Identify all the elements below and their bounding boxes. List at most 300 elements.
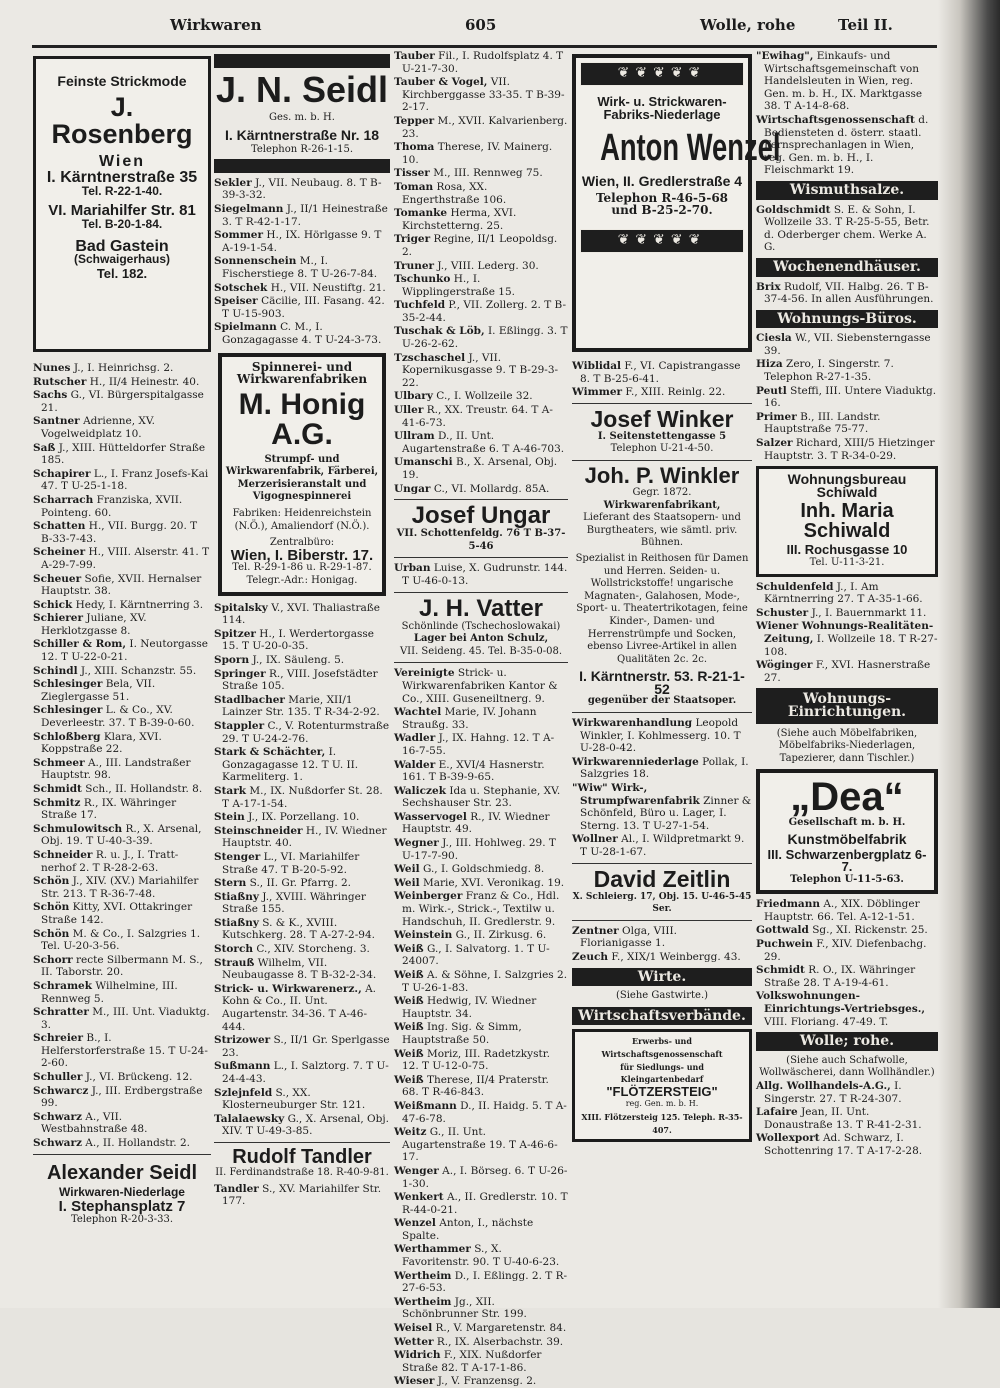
entry-text: H., II/4 Heinestr. 40. [89, 375, 200, 388]
entry-text: R. O., IX. Währinger Straße 28. T A-19-4-61. [764, 964, 916, 989]
ad-winker-name: Josef Winker [590, 405, 734, 432]
list-item [756, 924, 938, 937]
see-also-wolle: (Siehe auch Schafwolle, Wollwäscherei, dann Wollhändler.) [759, 1054, 935, 1079]
entry-text: S., XV. Mariahilfer Str. 177. [222, 1182, 382, 1208]
entry-name: Schwarcz [33, 1084, 89, 1097]
entry-text: Regine, II/1 Leopoldsg. 2. [402, 233, 558, 258]
entry-text: S., XX. Klosterneuburger Str. 121. [222, 1086, 366, 1112]
list-item [33, 665, 211, 678]
ad-ungar-addr: VII. Schottenfeldg. 76 T B-37-5-46 [396, 528, 566, 552]
entry-text: F., XIV. Diefenbachg. 29. [764, 938, 927, 963]
ad-floetz-line1: Erwerbs- und Wirtschaftsgenossenschaft [601, 1036, 723, 1059]
entry-name: Spitzer [214, 627, 256, 640]
list-item [572, 782, 752, 832]
entry-text: H., VII. Neustiftg. 21. [270, 281, 386, 294]
ad-schiwald [756, 466, 938, 576]
entry-text: R., IX. Alserbachstr. 39. [436, 1335, 564, 1348]
list-item [394, 837, 568, 862]
entry-text: H., IV. Wiedner Hauptstr. 40. [222, 824, 387, 850]
entry-name: Speiser [214, 295, 258, 308]
column-4-rule-3 [572, 712, 752, 713]
list-item [394, 877, 568, 890]
column-5-entries-c [756, 281, 938, 306]
entry-name: Wirkwarenniederlage [572, 755, 699, 768]
entry-name: Hiza [756, 358, 783, 371]
list-item [33, 849, 211, 874]
list-item [394, 1336, 568, 1349]
entry-text: I. Neutorgasse 12. T U-22-0-21. [41, 638, 208, 664]
section-bar-wirtschaftsverbaende: Wirtschaftsverbände. [572, 1007, 752, 1026]
entry-name: Wasservogel [394, 810, 467, 823]
list-item [214, 1113, 390, 1138]
list-item [394, 1375, 568, 1388]
ad-schiwald-line1: Wohnungsbureau [787, 471, 907, 488]
entry-text: Zinner & Schönfeld, Büro u. Lager, I. Sterng. 13. T U-27-1-54. [580, 794, 752, 832]
column-3-entries-c [394, 667, 568, 1388]
list-item [33, 928, 211, 953]
list-item [33, 638, 211, 663]
list-item [394, 759, 568, 784]
entry-name: Thoma [394, 141, 435, 154]
list-item [394, 1074, 568, 1099]
entry-text: J., VII. Neubaug. 8. T B-39-3-32. [222, 176, 382, 202]
entry-text: G., I. Goldschmiedg. 8. [422, 863, 545, 876]
entry-text: J., IX. Säuleng. 5. [252, 654, 345, 666]
ad-rudolf-tandler [214, 1147, 390, 1180]
list-item [756, 50, 938, 113]
list-item [394, 732, 568, 757]
ornament-bottom: ❦❦❦❦❦ [580, 229, 744, 253]
entry-text: Franz & Co., Hdl. m. Wirk.-, Strick.-, Textilw u. Handschuh, II. Gredlerstr. 9. [402, 890, 560, 928]
list-item [756, 385, 938, 410]
ad-jnseidl-tel: Telephon R-26-1-15. [250, 144, 354, 156]
entry-name: Umanschi [394, 456, 453, 469]
column-4-rule-5 [572, 920, 752, 921]
entry-text: Hedwig, IV. Wiedner Hauptstr. 34. [402, 995, 537, 1020]
entry-text: Wilhelmine, III. Rennweg 5. [41, 979, 178, 1005]
entry-name: Weisel [394, 1322, 433, 1335]
section-bar-wirte: Wirte. [572, 968, 752, 987]
list-item [394, 1191, 568, 1216]
entry-text: L., I. Franz Josefs-Kai 47. T U-25-1-18. [41, 467, 209, 493]
ad-josef-ungar [394, 504, 568, 553]
list-item [572, 925, 752, 950]
list-item [214, 1060, 390, 1085]
entry-name: Friedmann [756, 898, 820, 911]
list-item [214, 917, 390, 942]
entry-name: Weinstein [394, 929, 453, 942]
header-rule [32, 45, 937, 48]
entry-text: Sch., II. Hollandstr. 8. [85, 783, 203, 795]
list-item [394, 325, 568, 350]
ad-vatter-line2: Lager bei Anton Schulz, [413, 633, 549, 645]
ad-schiwald-addr: III. Rochusgasse 10 [786, 542, 908, 558]
entry-text: J., VI. Brückeng. 12. [85, 1071, 193, 1084]
list-item [33, 494, 211, 519]
column-3-rule-1 [394, 499, 568, 500]
entry-name: Schuster [756, 606, 809, 619]
list-item [214, 825, 390, 850]
entry-text: A., II. Gredlerstr. 10. T R-44-0-21. [402, 1191, 568, 1216]
entry-name: Weitz [394, 1126, 427, 1139]
entry-name: Schratter [33, 1006, 89, 1019]
list-item [756, 1080, 938, 1105]
entry-name: Schindl [33, 664, 78, 677]
entry-text: Steffi, III. Untere Viaduktg. 16. [764, 384, 937, 410]
entry-text: S., II. Gr. Pfarrg. 2. [249, 877, 352, 890]
ad-rosenberg-addr3: Bad Gastein [75, 237, 169, 255]
entry-text: H., VIII. Alserstr. 41. T A-29-7-99. [41, 546, 210, 571]
entry-text: J., IX. Hahng. 12. T A-16-7-55. [402, 732, 555, 757]
entry-name: Schmidt [756, 964, 805, 977]
list-item [394, 1296, 568, 1321]
list-item [756, 990, 938, 1028]
entry-text: L., I. Salztorg. 7. T U-24-4-43. [222, 1060, 389, 1085]
entry-name: Schuller [33, 1071, 83, 1084]
entry-text: S., II/1 Gr. Sperlgasse 23. [222, 1034, 390, 1059]
ad-rosenberg-tel2: Tel. B-20-1-84. [81, 216, 163, 231]
column-3-entries-b [394, 562, 568, 587]
list-item [756, 620, 938, 658]
ad-jnseidl-bottombar [214, 159, 390, 173]
entry-text: A. & Söhne, I. Salzgries 2. T U-26-1-83. [402, 969, 568, 994]
entry-text: J., XIII. Schanzstr. 55. [80, 664, 197, 677]
entry-text: G., X. Arsenal, Obj. XIV. T U-49-3-85. [222, 1112, 389, 1138]
list-item [33, 573, 211, 598]
entry-name: Steinschneider [214, 824, 303, 837]
list-item [33, 612, 211, 637]
entry-text: H., I. Werdertorgasse 15. T U-20-0-35. [222, 627, 374, 653]
entry-text: Herma, XVI. Kirchstetterng. 25. [402, 207, 517, 232]
list-item [394, 1021, 568, 1046]
ad-honig-name: M. Honig A.G. [238, 387, 366, 451]
entry-name: Waliczek [394, 784, 446, 797]
entry-name: Tepper [394, 114, 435, 127]
entry-text: D., II. Haidg. 5. T A-47-6-78. [402, 1099, 567, 1125]
ad-dea-ges: Gesellschaft m. b. H. [788, 817, 906, 829]
entry-name: Szlejnfeld [214, 1086, 273, 1099]
entry-text: Sofie, XVII. Hernalser Hauptstr. 38. [41, 572, 202, 598]
list-item [756, 204, 938, 254]
entry-name: Wiener Wohnungs-Realitäten-Zeitung, [756, 620, 934, 645]
entry-text: S., X. Favoritenstr. 90. T U-40-6-23. [402, 1243, 560, 1269]
entry-name: Walder [394, 758, 436, 771]
ad-wenzel-line1: Wirk- u. Strickwaren- [597, 94, 727, 109]
list-item [33, 376, 211, 389]
entry-text: Therese, II/4 Praterstr. 68. T R-46-843. [402, 1073, 549, 1099]
entry-name: Schorr [33, 953, 73, 966]
list-item [214, 694, 390, 719]
entry-name: Wollner [572, 833, 618, 846]
entry-text: Sg., XI. Rickenstr. 25. [812, 924, 928, 937]
list-item [394, 995, 568, 1020]
entry-text: M., I. Fischerstiege 8. T U-26-7-84. [222, 255, 378, 280]
ad-seidl-name: Alexander Seidl [46, 1161, 198, 1184]
ad-jnseidl-addr: I. Kärntnerstraße Nr. 18 [224, 126, 380, 143]
column-4-rule-2 [572, 460, 752, 461]
ad-wenzel-tel2: und B-25-2-70. [611, 203, 713, 218]
list-item [214, 229, 390, 254]
list-item [394, 667, 568, 705]
list-item [394, 785, 568, 810]
entry-text: Zero, I. Singerstr. 7. Telephon R-27-1-35. [764, 358, 894, 384]
entry-name: Wollexport [756, 1132, 820, 1145]
entry-name: Wadler [394, 732, 436, 745]
list-item [394, 1243, 568, 1268]
ad-rosenberg-addr3b: (Schwaigerhaus) [73, 252, 171, 267]
list-item [214, 668, 390, 693]
entry-name: Talalaewsky [214, 1112, 285, 1125]
ad-rosenberg-tel1: Tel. R-22-1-40. [81, 183, 163, 198]
list-item [394, 50, 568, 75]
list-item [572, 833, 752, 858]
ad-jh-vatter [394, 594, 568, 659]
column-5-entries-d [756, 332, 938, 462]
ad-tandler-name: Rudolf Tandler [232, 1145, 372, 1168]
ad-honig-fabriken: Fabriken: Heidenreichstein (N.Ö.), Amaliendorf (N.Ö.). [232, 508, 372, 532]
ad-rosenberg-tel3: Tel. 182. [96, 265, 148, 281]
entry-name: Wieser [394, 1375, 435, 1388]
entry-text: B., III. Landstr. Hauptstraße 75-77. [764, 410, 881, 436]
entry-text: Marie, IV. Johann Straußg. 33. [402, 706, 537, 731]
entry-name: Tschunko [394, 273, 451, 286]
entry-text: A., II. Hollandstr. 2. [85, 1137, 190, 1150]
section-bar-wochenendhaeuser: Wochenendhäuser. [756, 258, 938, 277]
list-item [756, 437, 938, 462]
list-item [33, 362, 211, 375]
list-item [33, 1071, 211, 1084]
section-bar-wismuthsalze: Wismuthsalze. [756, 181, 938, 200]
entry-text: B., X. Arsenal, Obj. 19. [402, 456, 558, 481]
entry-name: Urban [394, 562, 431, 575]
column-1-entries [33, 362, 211, 1150]
list-item [33, 678, 211, 703]
header-left: Wirkwaren [170, 16, 262, 34]
list-item [394, 1048, 568, 1073]
entry-name: Schramek [33, 979, 93, 992]
column-1 [33, 50, 211, 1300]
entry-name: Tuchfeld [394, 299, 446, 312]
entry-name: Wöginger [756, 659, 813, 672]
ad-ungar-name: Josef Ungar [411, 502, 551, 530]
ad-rosenberg [33, 56, 211, 352]
list-item [394, 1100, 568, 1125]
ad-honig-addr: Wien, I. Biberstr. 17. [230, 546, 374, 564]
list-item [394, 1217, 568, 1242]
entry-text: M. & Co., I. Salzgries 1. Tel. U-20-3-56. [41, 927, 201, 953]
entry-text: D., I. Eßlingg. 2. T R-27-6-53. [402, 1269, 568, 1295]
ad-schiwald-name: Inh. Maria Schiwald [800, 500, 894, 543]
entry-name: Schatten [33, 520, 86, 533]
entry-name: Spitalsky [214, 601, 268, 614]
entry-name: Sonnenschein [214, 255, 297, 268]
entry-name: Schreier [33, 1032, 84, 1045]
entry-text: Rudolf, VII. Halbg. 26. T B-37-4-56. In allen Ausführungen. [764, 280, 934, 306]
entry-text: Cäcilie, III. Fasang. 42. T U-15-903. [222, 295, 385, 320]
entry-name: Tauber [394, 50, 435, 62]
entry-text: Luise, X. Gudrunstr. 144. T U-46-0-13. [402, 562, 568, 587]
ad-dea-tel: Telephon U-11-5-63. [790, 873, 904, 885]
list-item [394, 404, 568, 429]
entry-text: J., III. Erdbergstraße 99. [41, 1084, 203, 1110]
entry-name: Werthammer [394, 1243, 471, 1256]
entry-text: J., V. Franzensg. 2. [437, 1375, 537, 1388]
entry-name: Stadlbacher [214, 693, 285, 706]
entry-name: Schuldenfeld [756, 580, 834, 593]
entry-text: G., VI. Bürgerspitalgasse 21. [41, 389, 204, 414]
see-also-wirte: (Siehe Gastwirte.) [615, 990, 709, 1002]
entry-name: Sotschek [214, 281, 268, 294]
entry-text: R., V. Margaretenstr. 84. [435, 1322, 567, 1335]
entry-name: Wenzel [394, 1217, 436, 1230]
ad-seidl-tel: Telephon R-20-3-33. [70, 1213, 174, 1225]
entry-name: Schmitz [33, 796, 81, 809]
ad-zeitlin-addr: X. Schleierg. 17, Obj. 15. U-46-5-45 Ser. [572, 891, 752, 915]
entry-text: Ing. Sig. & Simm, Hauptstraße 50. [402, 1021, 522, 1046]
entry-text: Adrienne, XV. Vogelweidplatz 10. [41, 415, 155, 440]
entry-text: Franziska, XVII. Pointeng. 60. [41, 493, 183, 519]
list-item [214, 282, 390, 295]
list-item [33, 442, 211, 467]
list-item [33, 1006, 211, 1031]
ad-floetz-addr: XIII. Flötzersteig 125. Teleph. R-35-407. [581, 1111, 743, 1135]
ad-winker-tel: Telephon U-21-4-50. [610, 443, 714, 455]
ornament-top: ❦❦❦❦❦ [580, 62, 744, 86]
entry-text: A., XIX. Döblinger Hauptstr. 66. Tel. A-12-1-51. [764, 898, 920, 923]
ad-winkler-addr: I. Kärntnerstr. 53. R-21-1-52 [579, 668, 745, 697]
ad-wenzel-name: Anton Wenzel [600, 127, 781, 170]
entry-text: J., I. Am Kärntnerring 27. T A-35-1-66. [764, 580, 923, 606]
entry-text: Kitty, XVI. Ottakringer Straße 142. [41, 901, 193, 926]
list-item [394, 115, 568, 140]
list-item [756, 332, 938, 357]
entry-text: Fil., I. Rudolfsplatz 4. T U-21-7-30. [402, 50, 564, 75]
ad-floetz-name: "FLÖTZERSTEIG" [606, 1083, 718, 1099]
list-item [756, 938, 938, 963]
ad-winkler-line2: Lieferant des Staatsopern- und Burgtheaters, wie sämtl. priv. Bühnen. [583, 512, 741, 549]
ad-floetz-reg: reg. Gen. m. b. H. [625, 1099, 699, 1109]
ad-vatter-line3: VII. Seideng. 45. Tel. B-35-0-08. [399, 645, 563, 657]
entry-text: R., XX. Treustr. 64. T A-41-6-73. [402, 404, 553, 429]
entry-text: R., X. Arsenal, Obj. 19. T U-40-3-39. [41, 822, 202, 848]
entry-name: Sachs [33, 389, 68, 402]
ad-winkler-line3: Spezialist in Reithosen für Damen und Herren. Seiden- u. Wollstrickstoffe! ungarische Magnaten-, Galahosen, Mode-, Sport- u. Theatertrikotagen, feine Kinder-, Damen- und Herrenstrümpfe und Socken, ebenso Livree-Artikel in allen Qualitäten 2c. 2c. [575, 552, 749, 665]
list-item [756, 114, 938, 177]
list-item [214, 255, 390, 280]
entry-name: Schneider [33, 848, 93, 861]
entry-name: Weiß [394, 1021, 424, 1034]
entry-name: Wenger [394, 1164, 439, 1177]
entry-text: Moriz, III. Radetzkystr. 12. T U-12-0-75. [402, 1047, 550, 1073]
entry-name: Tandler [214, 1182, 259, 1195]
header-right: Wolle, rohe [700, 16, 796, 34]
ad-rosenberg-name: J. Rosenberg [51, 91, 193, 149]
list-item [33, 468, 211, 493]
column-1-rule [33, 1154, 211, 1155]
bar-einr-line2: Einrichtungen. [787, 703, 907, 720]
list-item [214, 943, 390, 956]
ad-wenzel-tel1: Telephon R-46-5-68 [595, 190, 729, 205]
entry-text: V., XVI. Thaliastraße 114. [222, 601, 380, 627]
entry-text: I. Wollzeile 18. T R-27-108. [764, 632, 938, 658]
ad-winkler-addr2: gegenüber der Staatsoper. [587, 695, 737, 707]
entry-name: Saß [33, 441, 56, 454]
entry-text: VIII. Floriang. 47-49. T. [764, 1015, 889, 1028]
entry-name: Wirkwarenhandlung [572, 717, 693, 730]
entry-name: Nunes [33, 362, 71, 374]
list-item [394, 1165, 568, 1190]
column-4-entries-c [572, 925, 752, 964]
column-5-entries-b [756, 204, 938, 254]
entry-text: F., XIX/1 Weinbergg. 43. [611, 950, 741, 963]
ad-m-honig [218, 353, 386, 596]
list-item [214, 602, 390, 627]
entry-name: Ungar [394, 482, 431, 495]
entry-text: G., II. Unt. Augartenstraße 19. T A-46-6-17. [402, 1126, 558, 1164]
entry-name: Tzschaschel [394, 351, 466, 364]
entry-text: Rosa, XX. Engerthstraße 106. [402, 180, 507, 206]
entry-text: Ad. Schwarz, I. Schottenring 17. T A-17-2-28. [764, 1132, 923, 1157]
entry-text: Jg., XII. Schönbrunner Str. 199. [402, 1295, 527, 1321]
ad-wenzel-addr: Wien, II. Gredlerstraße 4 [581, 173, 743, 190]
list-item [394, 1126, 568, 1164]
entry-name: Schön [33, 875, 70, 888]
ad-dea [756, 769, 938, 894]
entry-name: Goldschmidt [756, 203, 831, 216]
entry-name: Weil [394, 876, 420, 889]
entry-name: Siegelmann [214, 202, 284, 215]
entry-text: C., XIV. Storcheng. 3. [256, 943, 370, 956]
ad-winkler-name: Joh. P. Winkler [584, 462, 740, 488]
entry-name: Wenkert [394, 1191, 444, 1204]
list-item [214, 720, 390, 745]
ad-seidl-addr: I. Stephansplatz 7 [58, 1198, 186, 1216]
entry-text: Ida u. Stephanie, XV. Sechshauser Str. 23. [402, 784, 561, 810]
entry-name: Schön [33, 927, 70, 940]
ad-rosenberg-addr2: VI. Mariahilfer Str. 81 [48, 202, 196, 220]
list-item [33, 415, 211, 440]
ad-tandler-addr: II. Ferdinandstraße 18. R-40-9-81. [215, 1166, 389, 1178]
ad-alexander-seidl [33, 1159, 211, 1231]
list-item [394, 233, 568, 258]
section-bar-wolle-rohe: Wolle; rohe. [756, 1032, 938, 1051]
section-bar-wohnungs-einrichtungen [756, 688, 938, 723]
see-also-einrichtungen: (Siehe auch Möbelfabriken, Möbelfabriks-Niederlagen, Tapezierer, dann Tischler.) [776, 727, 918, 764]
entry-name: Stiaßny [214, 916, 259, 929]
ad-jn-seidl [214, 68, 390, 159]
list-item [394, 863, 568, 876]
column-2-entries-c [214, 1183, 390, 1208]
entry-name: Sekler [214, 176, 252, 189]
book-binding-shadow [938, 0, 1000, 1308]
entry-text: VII. Kirchberggasse 33-35. T B-39-2-17. [402, 76, 565, 114]
list-item [394, 260, 568, 273]
list-item [33, 731, 211, 756]
ad-jnseidl-topbar [214, 54, 390, 68]
entry-text: Bela, VII. Zieglergasse 51. [41, 678, 156, 703]
entry-name: Wirtschaftsgenossenschaft [756, 113, 915, 126]
list-item [214, 295, 390, 320]
entry-name: Wachtel [394, 706, 442, 719]
column-4-rule-1 [572, 403, 752, 404]
ad-josef-winker [572, 405, 752, 456]
list-item [214, 628, 390, 653]
list-item [394, 562, 568, 587]
entry-name: Ulbary [394, 390, 433, 403]
entry-text: J., VII. Kopernikusgasse 9. T B-29-3-22. [402, 351, 559, 389]
list-item [756, 358, 938, 383]
column-3-rule-3 [394, 592, 568, 593]
